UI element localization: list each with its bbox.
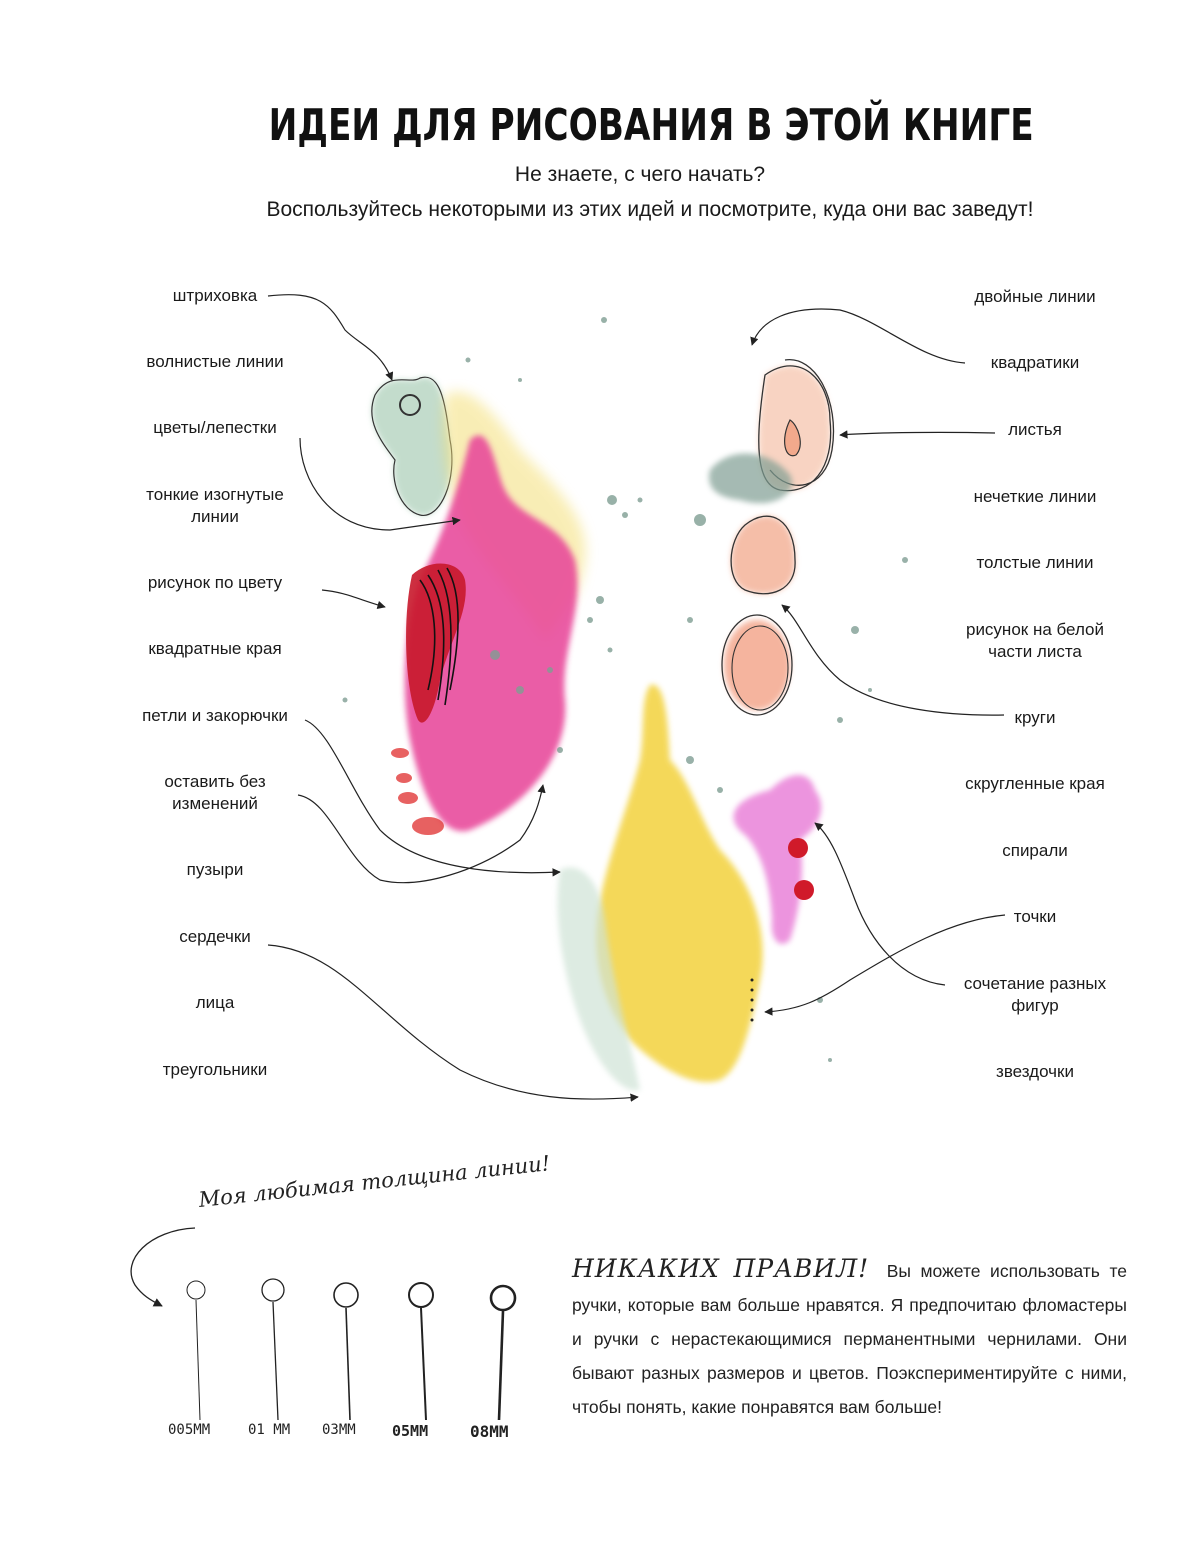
label-draw-on-white: рисунок на белой части листа — [965, 620, 1105, 661]
label-loops-squiggles: петли и закорючки — [142, 706, 288, 725]
page-title: ИДЕИ ДЛЯ РИСОВАНИЯ В ЭТОЙ КНИГЕ — [268, 100, 1034, 151]
label-hearts: сердечки — [179, 927, 251, 946]
label-thick-lines: толстые линии — [976, 553, 1094, 572]
label-triangles: треугольники — [162, 1060, 268, 1079]
label-hatching: штриховка — [172, 286, 258, 305]
label-squares: квадратики — [990, 353, 1080, 372]
label-leaves: листья — [1008, 420, 1062, 439]
label-wavy-lines: волнистые линии — [146, 352, 284, 371]
subtitle-suggestion: Воспользуйтесь некоторыми из этих идей и посмотрите, куда они вас заведут! — [266, 198, 1034, 221]
label-rounded-edges: скругленные края — [965, 774, 1105, 793]
label-fuzzy-lines: нечеткие линии — [973, 487, 1097, 506]
label-thin-curved-lines: тонкие изогнутые линии — [146, 485, 284, 526]
label-stars: звездочки — [996, 1062, 1074, 1081]
label-square-edges: квадратные края — [148, 639, 282, 658]
favorite-line-note: Моя любимая толщина линии! — [197, 1151, 552, 1212]
pen-size-05: 05MM — [392, 1422, 429, 1440]
peach-shapes — [722, 360, 834, 715]
label-leave-unchanged: оставить без изменений — [164, 772, 266, 813]
subtitle-question: Не знаете, с чего начать? — [514, 163, 766, 186]
label-bubbles: пузыри — [186, 860, 244, 879]
label-circles: круги — [1014, 708, 1056, 727]
line-thickness-flowers — [131, 1228, 515, 1420]
pen-size-03: 03MM — [322, 1422, 356, 1438]
no-rules-paragraph — [572, 1252, 1127, 1424]
label-double-lines: двойные линии — [974, 287, 1096, 306]
pen-size-005: 005MM — [168, 1422, 211, 1438]
sage-blob — [372, 377, 452, 515]
pen-size-08: 08MM — [470, 1422, 509, 1441]
no-rules-text: Вы можете использовать те ручки, которые вам больше нравятся. Я предпочитаю фломастеры и ручки с нерастекающимися перманентными чернилами. Они бывают разных размеров и цветов. Поэкспериментируйте с ними, чтобы понять, какие понравятся вам больше! — [572, 1261, 1127, 1417]
pen-size-01: 01 MM — [248, 1422, 291, 1438]
label-faces: лица — [195, 993, 235, 1012]
label-dots: точки — [1013, 907, 1057, 926]
label-mixed-shapes: сочетание разных фигур — [963, 974, 1107, 1015]
label-spirals: спирали — [1002, 841, 1068, 860]
no-rules-heading: НИКАКИХ ПРАВИЛ! — [572, 1254, 870, 1283]
label-flowers-petals: цветы/лепестки — [153, 418, 277, 437]
label-draw-on-color: рисунок по цвету — [147, 573, 283, 592]
